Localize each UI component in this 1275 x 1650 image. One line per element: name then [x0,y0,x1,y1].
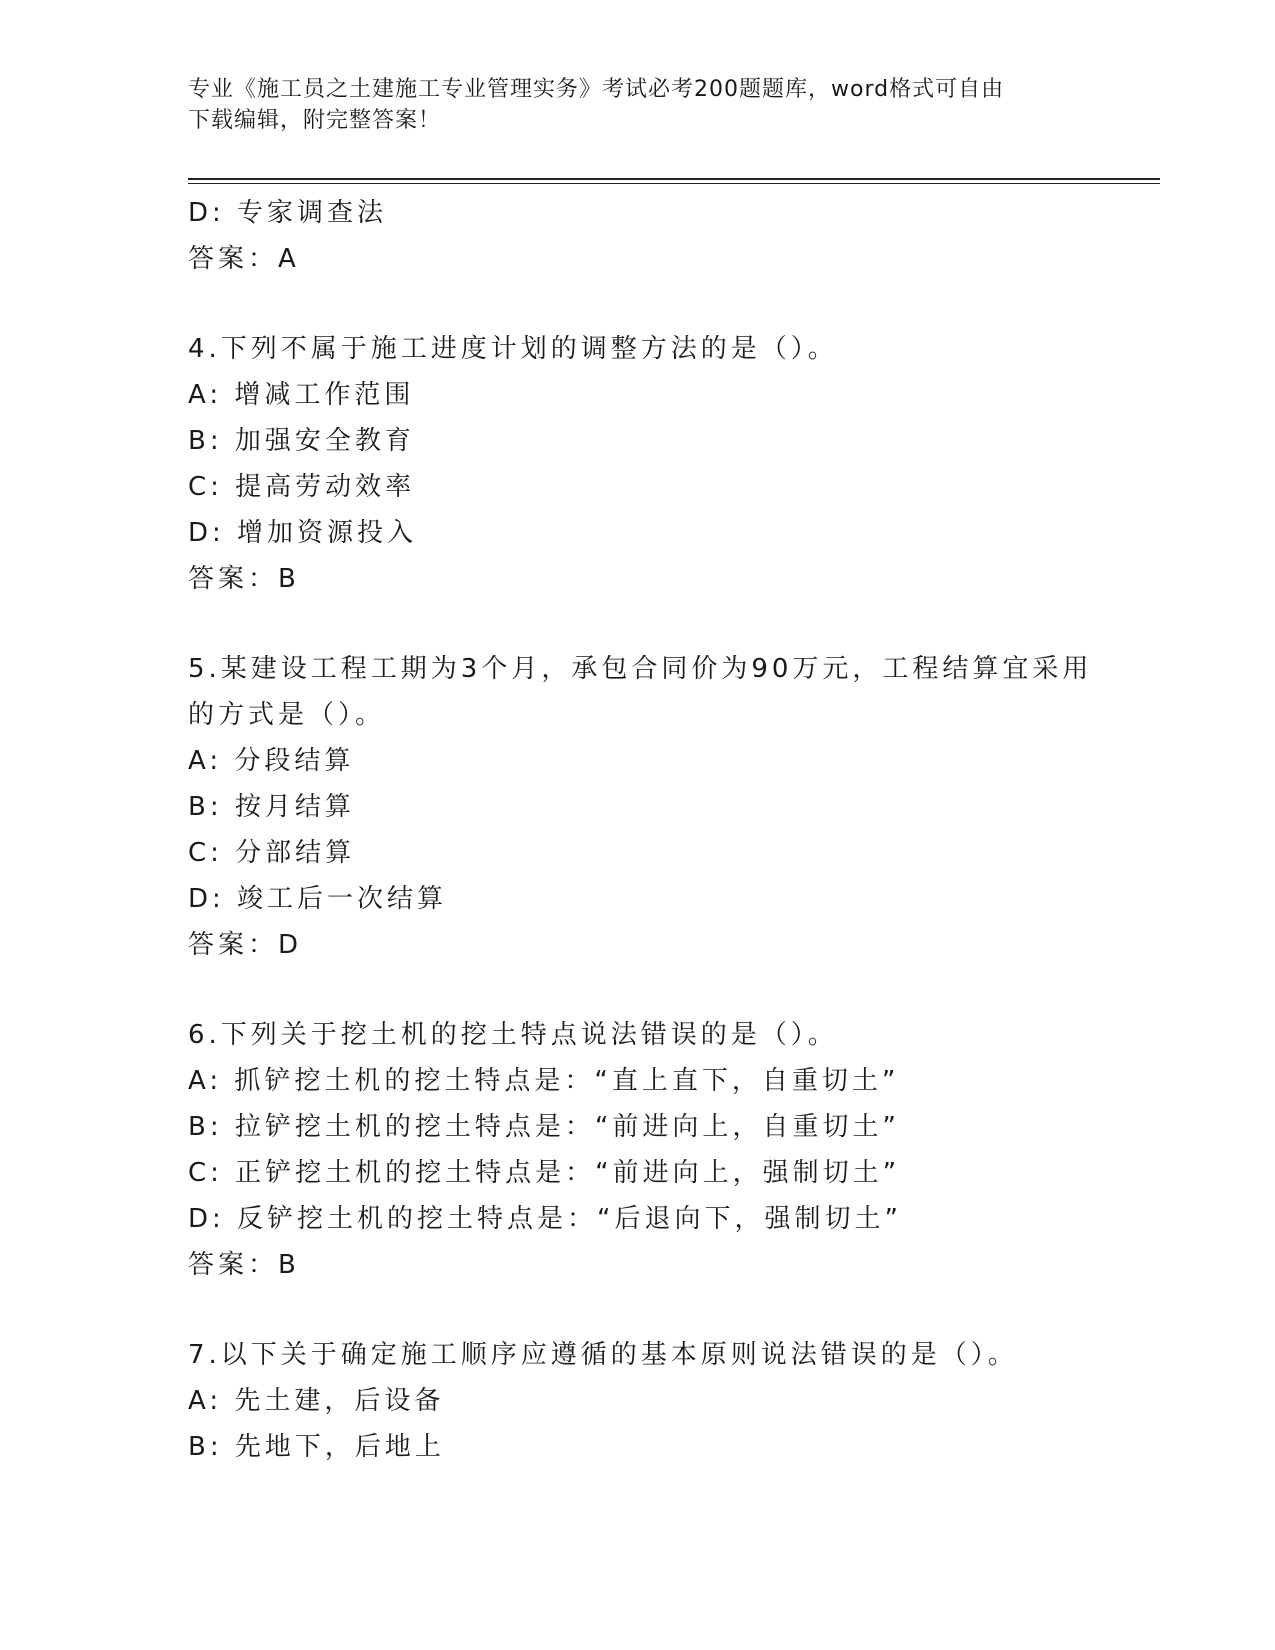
option-a: A: 先土建，后设备 [188,1386,445,1416]
spacer [188,1288,1088,1332]
option-b: B: 加强安全教育 [188,426,415,456]
question-7 [188,1332,1088,1470]
option-a: A: 增减工作范围 [188,380,415,410]
question-4 [188,326,1088,602]
option-a: A: 分段结算 [188,746,355,776]
question-stem: 4.下列不属于施工进度计划的调整方法的是（）。 [188,334,838,364]
spacer [188,602,1088,646]
question-stem: 7.以下关于确定施工顺序应遵循的基本原则说法错误的是（）。 [188,1340,1018,1370]
question-6 [188,1012,1088,1288]
option-d: D: 专家调查法 [188,198,388,228]
header-divider-thin [188,183,1160,184]
spacer [188,968,1088,1012]
header-line-1: 专业《施工员之土建施工专业管理实务》考试必考200题题库，word格式可自由 [188,77,1005,102]
option-b: B: 拉铲挖土机的挖土特点是：“前进向上，自重切土” [188,1112,900,1142]
option-b: B: 先地下，后地上 [188,1432,445,1462]
option-c: C: 正铲挖土机的挖土特点是：“前进向上，强制切土” [188,1158,901,1188]
document-header [188,74,1068,136]
question-stem-line-2: 的方式是（）。 [188,700,386,730]
answer-line: 答案：B [188,1250,300,1280]
question-stem: 6.下列关于挖土机的挖土特点说法错误的是（）。 [188,1020,838,1050]
option-c: C: 分部结算 [188,838,356,868]
question-stem-line-1: 5.某建设工程工期为3个月，承包合同价为90万元，工程结算宜采用 [188,654,1093,684]
question-5 [188,646,1093,968]
header-line-2: 下载编辑，附完整答案！ [188,108,442,133]
option-d: D: 反铲挖土机的挖土特点是：“后退向下，强制切土” [188,1204,902,1234]
option-b: B: 按月结算 [188,792,355,822]
spacer [188,282,1088,326]
header-divider-thick [188,178,1160,180]
answer-line: 答案：A [188,244,300,274]
option-d: D: 竣工后一次结算 [188,884,448,914]
option-a: A: 抓铲挖土机的挖土特点是：“直上直下，自重切土” [188,1066,900,1096]
answer-line: 答案：D [188,930,303,960]
option-c: C: 提高劳动效率 [188,472,416,502]
answer-line: 答案：B [188,564,300,594]
option-d: D: 增加资源投入 [188,518,418,548]
question-3 [188,190,1088,282]
question-list [188,190,1093,1470]
